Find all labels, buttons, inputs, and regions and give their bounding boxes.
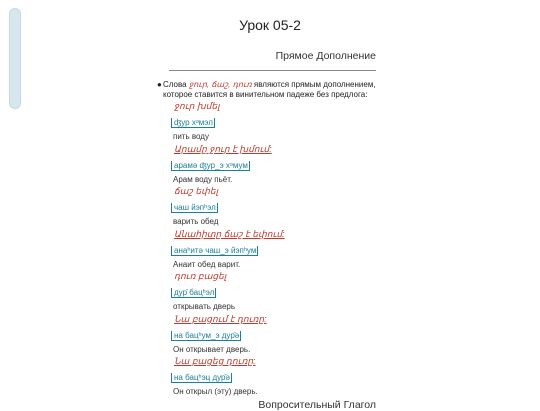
armenian-phrase: Նա բացում է դուռը:	[174, 314, 267, 324]
russian-translation: Он открывает дверь.	[173, 345, 251, 354]
transliteration: ʤур хᵊмэл	[171, 118, 215, 128]
russian-translation: открывать дверь	[173, 302, 236, 311]
russian-translation: Он открыл (эту) дверь.	[173, 387, 258, 396]
russian-translation: пить воду	[173, 132, 209, 141]
russian-translation: Арам воду пьёт.	[173, 175, 233, 184]
transliteration: дур̄ бацʰэл	[171, 288, 216, 298]
example-entry	[171, 271, 235, 312]
transliteration: чаш йэпʰэл	[171, 203, 218, 213]
intro-suffix: являются прямым дополнением, которое ставится в винительном падеже без предлога:	[163, 80, 376, 99]
transliteration: на бацʰум_э дур̄ə	[171, 331, 241, 341]
example-entry	[171, 144, 272, 185]
transliteration: арамə ʤур_э хᵊмум	[171, 161, 250, 171]
example-entry	[171, 314, 267, 355]
transliteration: анаʰитə чаш_э йэпʰум	[171, 246, 258, 256]
transliteration: на бацʰэц дур̄ə	[171, 373, 232, 383]
intro-armenian-words: ջուր, ճաշ, դուռ	[188, 80, 252, 89]
armenian-phrase: Արամը ջուր է խմում:	[174, 144, 272, 154]
russian-translation: Анаит обед варит.	[173, 260, 241, 269]
section-divider	[169, 70, 376, 71]
bullet-icon: ●	[157, 80, 162, 89]
page-title: Урок 05-2	[239, 17, 301, 33]
armenian-phrase: Նա բացեց դուռը:	[174, 356, 256, 366]
armenian-phrase: ջուր խմել	[174, 101, 220, 111]
example-entry	[171, 229, 285, 270]
intro-paragraph	[157, 80, 379, 100]
russian-translation: варить обед	[173, 217, 219, 226]
armenian-phrase: Անահիտը ճաշ է եփում:	[174, 229, 285, 239]
example-entry	[171, 186, 218, 227]
armenian-phrase: ճաշ եփել	[174, 186, 219, 196]
example-entry	[171, 356, 258, 397]
section-title: Прямое Дополнение	[275, 50, 376, 62]
intro-prefix: Слова	[163, 80, 189, 89]
armenian-phrase: դուռ բացել	[174, 271, 227, 281]
example-entry	[171, 101, 220, 142]
next-section-title: Вопросительный Глагол	[258, 399, 376, 411]
